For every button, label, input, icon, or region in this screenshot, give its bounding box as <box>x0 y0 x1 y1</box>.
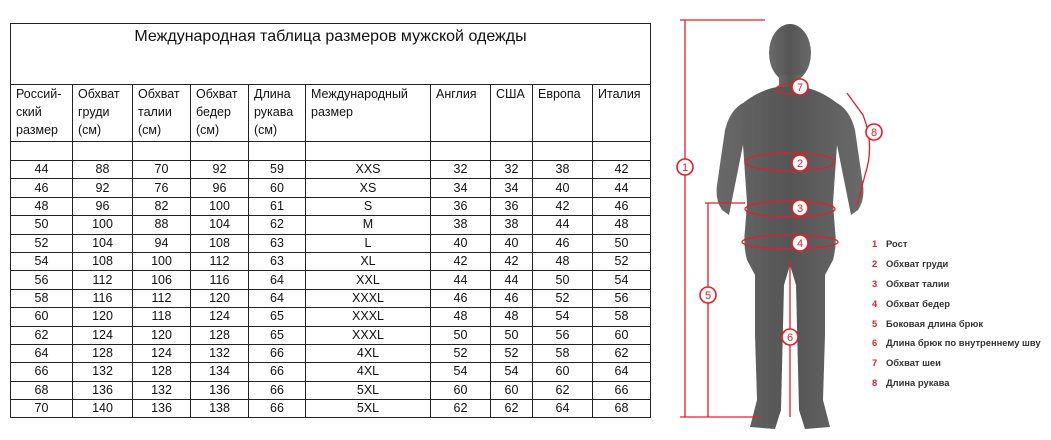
legend-number: 2 <box>872 258 878 270</box>
marker-6 <box>782 329 798 345</box>
table-cell: 124 <box>191 308 249 326</box>
table-cell: 44 <box>593 179 651 197</box>
table-cell: 60 <box>11 308 73 326</box>
table-cell: 132 <box>133 381 191 399</box>
table-cell: 42 <box>533 197 593 215</box>
column-header <box>133 85 191 142</box>
table-cell: 60 <box>533 363 593 381</box>
table-cell: L <box>306 234 431 252</box>
table-title: Международная таблица размеров мужской одежды <box>11 24 651 85</box>
table-cell: 66 <box>249 381 306 399</box>
table-cell: 59 <box>249 161 306 179</box>
column-header <box>431 85 491 142</box>
table-cell: 54 <box>593 271 651 289</box>
table-cell: 64 <box>249 271 306 289</box>
column-header-line: (см) <box>138 123 162 137</box>
table-row <box>11 161 651 179</box>
legend-item <box>872 313 1050 333</box>
table-cell: 116 <box>73 289 133 307</box>
table-cell: 58 <box>593 308 651 326</box>
table-cell: 34 <box>491 179 533 197</box>
column-header-line: рукава <box>254 105 294 119</box>
table-cell: 64 <box>11 344 73 362</box>
table-cell: 136 <box>133 400 191 418</box>
table-cell: XL <box>306 252 431 270</box>
table-cell: 118 <box>133 308 191 326</box>
table-cell: 48 <box>533 252 593 270</box>
table-cell: 66 <box>249 400 306 418</box>
table-cell: 66 <box>593 381 651 399</box>
table-cell: 108 <box>73 252 133 270</box>
marker-8 <box>866 124 882 140</box>
table-row <box>11 344 651 362</box>
column-header-line: Италия <box>598 87 641 101</box>
table-cell: 92 <box>191 161 249 179</box>
legend-item <box>872 333 1050 353</box>
legend-number: 5 <box>872 317 878 329</box>
column-header-line: Европа <box>538 87 581 101</box>
table-cell: 58 <box>11 289 73 307</box>
marker-7 <box>792 79 808 95</box>
table-cell: 5XL <box>306 400 431 418</box>
column-header <box>191 85 249 142</box>
table-cell: 46 <box>533 234 593 252</box>
svg-text:4: 4 <box>796 238 804 250</box>
column-header-line: груди <box>78 105 110 119</box>
column-header <box>491 85 533 142</box>
svg-text:2: 2 <box>796 158 804 170</box>
table-cell: 44 <box>431 271 491 289</box>
svg-text:5: 5 <box>704 290 712 302</box>
table-cell: 56 <box>11 271 73 289</box>
legend-number: 1 <box>872 238 878 250</box>
table-cell: 64 <box>249 289 306 307</box>
table-row <box>11 179 651 197</box>
table-cell: 88 <box>133 216 191 234</box>
table-cell: 136 <box>73 381 133 399</box>
column-header-line: ский <box>16 105 42 119</box>
table-cell: 112 <box>133 289 191 307</box>
table-cell: 36 <box>431 197 491 215</box>
table-cell: 38 <box>533 161 593 179</box>
table-cell: 50 <box>431 326 491 344</box>
table-row <box>11 381 651 399</box>
table-cell: 76 <box>133 179 191 197</box>
table-cell: 65 <box>249 326 306 344</box>
table-cell: 108 <box>191 234 249 252</box>
table-cell: M <box>306 216 431 234</box>
table-cell: 46 <box>491 289 533 307</box>
table-cell: 132 <box>191 344 249 362</box>
table-cell: 136 <box>191 381 249 399</box>
column-header-line: (см) <box>254 123 278 137</box>
size-table <box>10 23 651 418</box>
table-cell: 42 <box>491 252 533 270</box>
column-header <box>11 85 73 142</box>
table-cell: 63 <box>249 234 306 252</box>
table-cell: 34 <box>431 179 491 197</box>
legend-number: 8 <box>872 376 878 388</box>
table-cell: 70 <box>11 400 73 418</box>
legend-label: Обхват бедер <box>886 297 951 309</box>
table-cell: 92 <box>73 179 133 197</box>
column-header-line: Англия <box>436 87 477 101</box>
table-cell: 52 <box>11 234 73 252</box>
column-header-line: талии <box>138 105 172 119</box>
table-cell: 96 <box>73 197 133 215</box>
table-cell: 66 <box>11 363 73 381</box>
table-cell: 68 <box>11 381 73 399</box>
table-cell: 70 <box>133 161 191 179</box>
marker-3 <box>792 200 808 216</box>
column-header-line: (см) <box>78 123 102 137</box>
legend-label: Длина рукава <box>886 376 950 388</box>
table-cell: 58 <box>533 344 593 362</box>
table-cell: 32 <box>431 161 491 179</box>
legend-label: Длина брюк по внутреннему шву <box>886 337 1041 349</box>
legend-number: 7 <box>872 357 878 369</box>
table-cell: 60 <box>249 179 306 197</box>
table-cell: 38 <box>431 216 491 234</box>
table-row <box>11 216 651 234</box>
table-cell: 48 <box>11 197 73 215</box>
table-cell: 120 <box>73 308 133 326</box>
table-row <box>11 252 651 270</box>
column-header <box>306 85 431 142</box>
table-cell: 124 <box>73 326 133 344</box>
header-row <box>11 85 651 142</box>
spacer-row <box>11 142 651 161</box>
legend-number: 6 <box>872 337 878 349</box>
table-cell: 42 <box>593 161 651 179</box>
legend-item <box>872 373 1050 393</box>
table-cell: 124 <box>133 344 191 362</box>
table-cell: 54 <box>491 363 533 381</box>
table-cell: XXXL <box>306 289 431 307</box>
table-cell: 128 <box>191 326 249 344</box>
table-cell: 44 <box>491 271 533 289</box>
table-cell: 50 <box>491 326 533 344</box>
table-cell: 48 <box>491 308 533 326</box>
table-cell: 106 <box>133 271 191 289</box>
table-cell: 4XL <box>306 363 431 381</box>
column-header <box>249 85 306 142</box>
table-cell: 5XL <box>306 381 431 399</box>
svg-text:6: 6 <box>786 332 794 344</box>
table-cell: 54 <box>11 252 73 270</box>
table-cell: 120 <box>133 326 191 344</box>
column-header-line: Обхват <box>78 87 120 101</box>
table-row <box>11 363 651 381</box>
table-row <box>11 197 651 215</box>
column-header-line: размер <box>16 123 58 137</box>
table-row <box>11 271 651 289</box>
table-cell: 46 <box>431 289 491 307</box>
table-cell: 56 <box>593 289 651 307</box>
legend-item <box>872 234 1050 254</box>
table-cell: XXL <box>306 271 431 289</box>
table-cell: 44 <box>11 161 73 179</box>
marker-5 <box>700 287 716 303</box>
table-cell: 62 <box>491 400 533 418</box>
legend-label: Обхват шеи <box>886 357 941 369</box>
table-cell: 63 <box>249 252 306 270</box>
table-cell: 140 <box>73 400 133 418</box>
table-cell: 36 <box>491 197 533 215</box>
table-cell: 44 <box>533 216 593 234</box>
table-row <box>11 234 651 252</box>
table-cell: 112 <box>191 252 249 270</box>
table-cell: 62 <box>593 344 651 362</box>
column-header <box>593 85 651 142</box>
table-cell: 112 <box>73 271 133 289</box>
table-cell: 54 <box>533 308 593 326</box>
table-cell: 54 <box>431 363 491 381</box>
svg-text:8: 8 <box>870 127 878 139</box>
legend-item <box>872 293 1050 313</box>
table-cell: 128 <box>73 344 133 362</box>
legend-item <box>872 353 1050 373</box>
table-cell: 82 <box>133 197 191 215</box>
column-header-line: Обхват <box>138 87 180 101</box>
column-header-line: Международный <box>311 87 408 101</box>
table-cell: 40 <box>491 234 533 252</box>
table-cell: 120 <box>191 289 249 307</box>
table-cell: 56 <box>533 326 593 344</box>
table-cell: 96 <box>191 179 249 197</box>
table-cell: 48 <box>431 308 491 326</box>
table-cell: 46 <box>593 197 651 215</box>
table-cell: 46 <box>11 179 73 197</box>
legend-item <box>872 274 1050 294</box>
table-cell: 4XL <box>306 344 431 362</box>
table-cell: 62 <box>533 381 593 399</box>
table-cell: 60 <box>431 381 491 399</box>
table-cell: 88 <box>73 161 133 179</box>
legend-number: 4 <box>872 297 878 309</box>
svg-text:7: 7 <box>796 82 804 94</box>
table-cell: 50 <box>533 271 593 289</box>
table-cell: XXXL <box>306 326 431 344</box>
table-cell: 40 <box>533 179 593 197</box>
table-cell: 50 <box>11 216 73 234</box>
table-cell: 68 <box>593 400 651 418</box>
table-cell: 60 <box>593 326 651 344</box>
column-header-line: размер <box>311 105 353 119</box>
table-cell: 62 <box>249 216 306 234</box>
legend-item <box>872 254 1050 274</box>
table-cell: XS <box>306 179 431 197</box>
table-cell: 66 <box>249 363 306 381</box>
table-cell: S <box>306 197 431 215</box>
legend-number: 3 <box>872 277 878 289</box>
table-cell: 104 <box>73 234 133 252</box>
table-row <box>11 400 651 418</box>
table-cell: 64 <box>533 400 593 418</box>
table-cell: 64 <box>593 363 651 381</box>
column-header-line: (см) <box>196 123 220 137</box>
table-cell: XXXL <box>306 308 431 326</box>
marker-2 <box>792 155 808 171</box>
table-cell: 134 <box>191 363 249 381</box>
column-header-line: Россий- <box>16 87 62 101</box>
marker-4 <box>792 235 808 251</box>
body-measurement-figure <box>665 15 878 435</box>
svg-text:1: 1 <box>681 162 689 174</box>
table-cell: 50 <box>593 234 651 252</box>
table-body <box>11 142 651 418</box>
table-cell: 42 <box>431 252 491 270</box>
table-cell: 40 <box>431 234 491 252</box>
table-cell: 38 <box>491 216 533 234</box>
table-row <box>11 289 651 307</box>
figure-svg <box>665 15 878 435</box>
table-cell: 65 <box>249 308 306 326</box>
measurement-legend <box>872 234 1050 392</box>
table-cell: 66 <box>249 344 306 362</box>
table-row <box>11 308 651 326</box>
legend-label: Обхват груди <box>886 258 949 270</box>
column-header-line: бедер <box>196 105 231 119</box>
table-cell: 52 <box>431 344 491 362</box>
table-cell: 94 <box>133 234 191 252</box>
column-header-line: Обхват <box>196 87 238 101</box>
table-cell: 132 <box>73 363 133 381</box>
table-cell: 52 <box>533 289 593 307</box>
table-cell: 60 <box>491 381 533 399</box>
table-cell: 100 <box>191 197 249 215</box>
column-header-line: США <box>496 87 525 101</box>
marker-1 <box>677 159 693 175</box>
column-header-line: Длина <box>254 87 291 101</box>
table-cell: 100 <box>73 216 133 234</box>
table-cell: XXS <box>306 161 431 179</box>
legend-label: Обхват талии <box>886 277 950 289</box>
table-cell: 138 <box>191 400 249 418</box>
table-cell: 52 <box>593 252 651 270</box>
table-cell: 61 <box>249 197 306 215</box>
table-row <box>11 326 651 344</box>
table-cell: 116 <box>191 271 249 289</box>
table-cell: 100 <box>133 252 191 270</box>
table-cell: 48 <box>593 216 651 234</box>
legend-label: Боковая длина брюк <box>886 317 984 329</box>
svg-text:3: 3 <box>796 203 804 215</box>
table-cell: 128 <box>133 363 191 381</box>
table-cell: 52 <box>491 344 533 362</box>
table-cell: 62 <box>431 400 491 418</box>
column-header <box>73 85 133 142</box>
table-cell: 62 <box>11 326 73 344</box>
table-cell: 104 <box>191 216 249 234</box>
column-header <box>533 85 593 142</box>
table-cell: 32 <box>491 161 533 179</box>
legend-label: Рост <box>886 238 908 250</box>
